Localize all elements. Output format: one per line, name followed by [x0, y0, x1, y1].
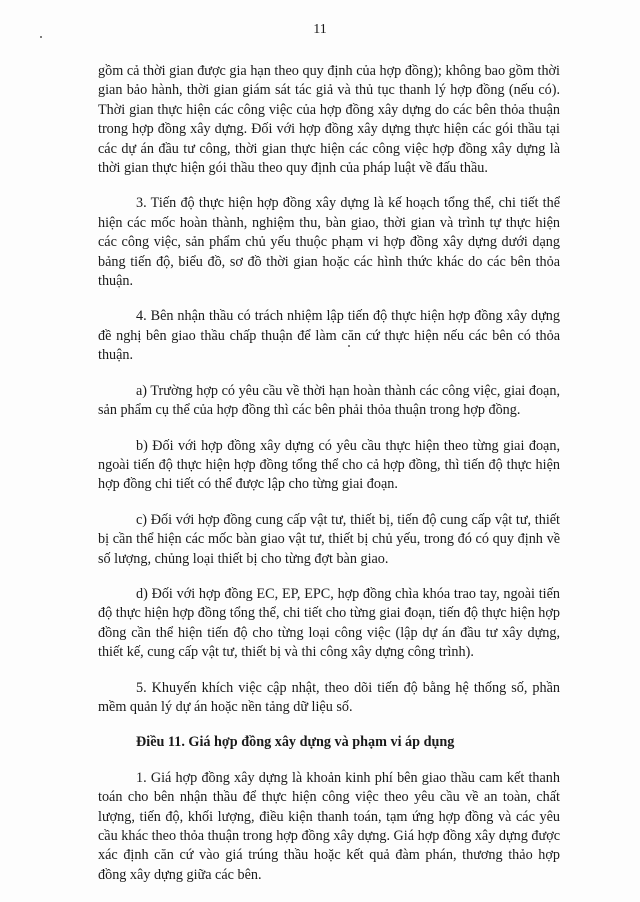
scan-speck: [40, 36, 42, 38]
paragraph-continuation: gồm cả thời gian được gia hạn theo quy định của hợp đồng); không bao gồm thời gian bảo hành, thời gian giám sát tác giả và thủ tục thanh lý hợp đồng (nếu có). Thời gian thực hiện các công việc của hợp đồng xây dựng do các bên thỏa thuận trong hợp đồng xây dựng. Đối với hợp đồng xây dựng thực hiện các gói thầu tại các dự án đầu tư công, thời gian thực hiện các công việc hợp đồng xây dựng là thời gian thực hiện gói thầu theo quy định của pháp luật về đấu thầu.: [98, 63, 560, 177]
article-heading: Điều 11. Giá hợp đồng xây dựng và phạm vi áp dụng: [136, 734, 455, 751]
paragraph-item-b: b) Đối với hợp đồng xây dựng có yêu cầu thực hiện theo từng giai đoạn, ngoài tiến độ thực hiện hợp đồng tổng thể cho cả hợp đồng, thì tiến độ thực hiện hợp đồng chi tiết có thể được lập cho từng giai đoạn.: [98, 437, 560, 493]
document-body: [98, 62, 560, 901]
paragraph-item-d: d) Đối với hợp đồng EC, EP, EPC, hợp đồng chìa khóa trao tay, ngoài tiến độ thực hiện hợp đồng tổng thể, chi tiết cho từng giai đoạn, tiến độ thực hiện hợp đồng cần thể hiện tiến độ cho từng loại công việc (lập dự án đầu tư xây dựng, thiết kế, cung cấp vật tư, thiết bị và thi công xây dựng công trình).: [98, 585, 560, 661]
paragraph-clause-3: 3. Tiến độ thực hiện hợp đồng xây dựng là kế hoạch tổng thể, chi tiết thể hiện các mốc hoàn thành, nghiệm thu, bàn giao, thời gian và trình tự thực hiện các công việc, sản phẩm chủ yếu thuộc phạm vi hợp đồng xây dựng dưới dạng bảng tiến độ, biểu đồ, sơ đồ thời gian hoặc các hình thức khác do các bên thỏa thuận.: [98, 195, 560, 290]
paragraph-item-c: c) Đối với hợp đồng cung cấp vật tư, thiết bị, tiến độ cung cấp vật tư, thiết bị cần thể hiện các mốc bàn giao vật tư, thiết bị chủ yếu, trong đó có quy định về số lượng, chủng loại thiết bị cho từng đợt bàn giao.: [98, 511, 560, 567]
paragraph-clause-4: 4. Bên nhận thầu có trách nhiệm lập tiến độ thực hiện hợp đồng xây dựng đề nghị bên giao thầu chấp thuận để làm căn cứ thực hiện nếu các bên có thỏa thuận.: [98, 308, 560, 364]
paragraph-item-a: a) Trường hợp có yêu cầu về thời hạn hoàn thành các công việc, giai đoạn, sản phẩm cụ thể của hợp đồng thì các bên phải thỏa thuận trong hợp đồng.: [98, 382, 560, 419]
page-number: 11: [313, 22, 327, 37]
paragraph-clause-5: 5. Khuyến khích việc cập nhật, theo dõi tiến độ bằng hệ thống số, phần mềm quản lý dự án hoặc nền tảng dữ liệu số.: [98, 679, 560, 715]
paragraph-article-11-clause-1: 1. Giá hợp đồng xây dựng là khoản kinh phí bên giao thầu cam kết thanh toán cho bên nhận thầu để thực hiện công việc theo yêu cầu về an toàn, chất lượng, tiến độ, khối lượng, điều kiện thanh toán, tạm ứng hợp đồng và các yêu cầu khác theo thỏa thuận trong hợp đồng xây dựng. Giá hợp đồng xây dựng được xác định căn cứ vào giá trúng thầu hoặc kết quả đàm phán, thương thảo hợp đồng xây dựng giữa các bên.: [98, 769, 560, 883]
